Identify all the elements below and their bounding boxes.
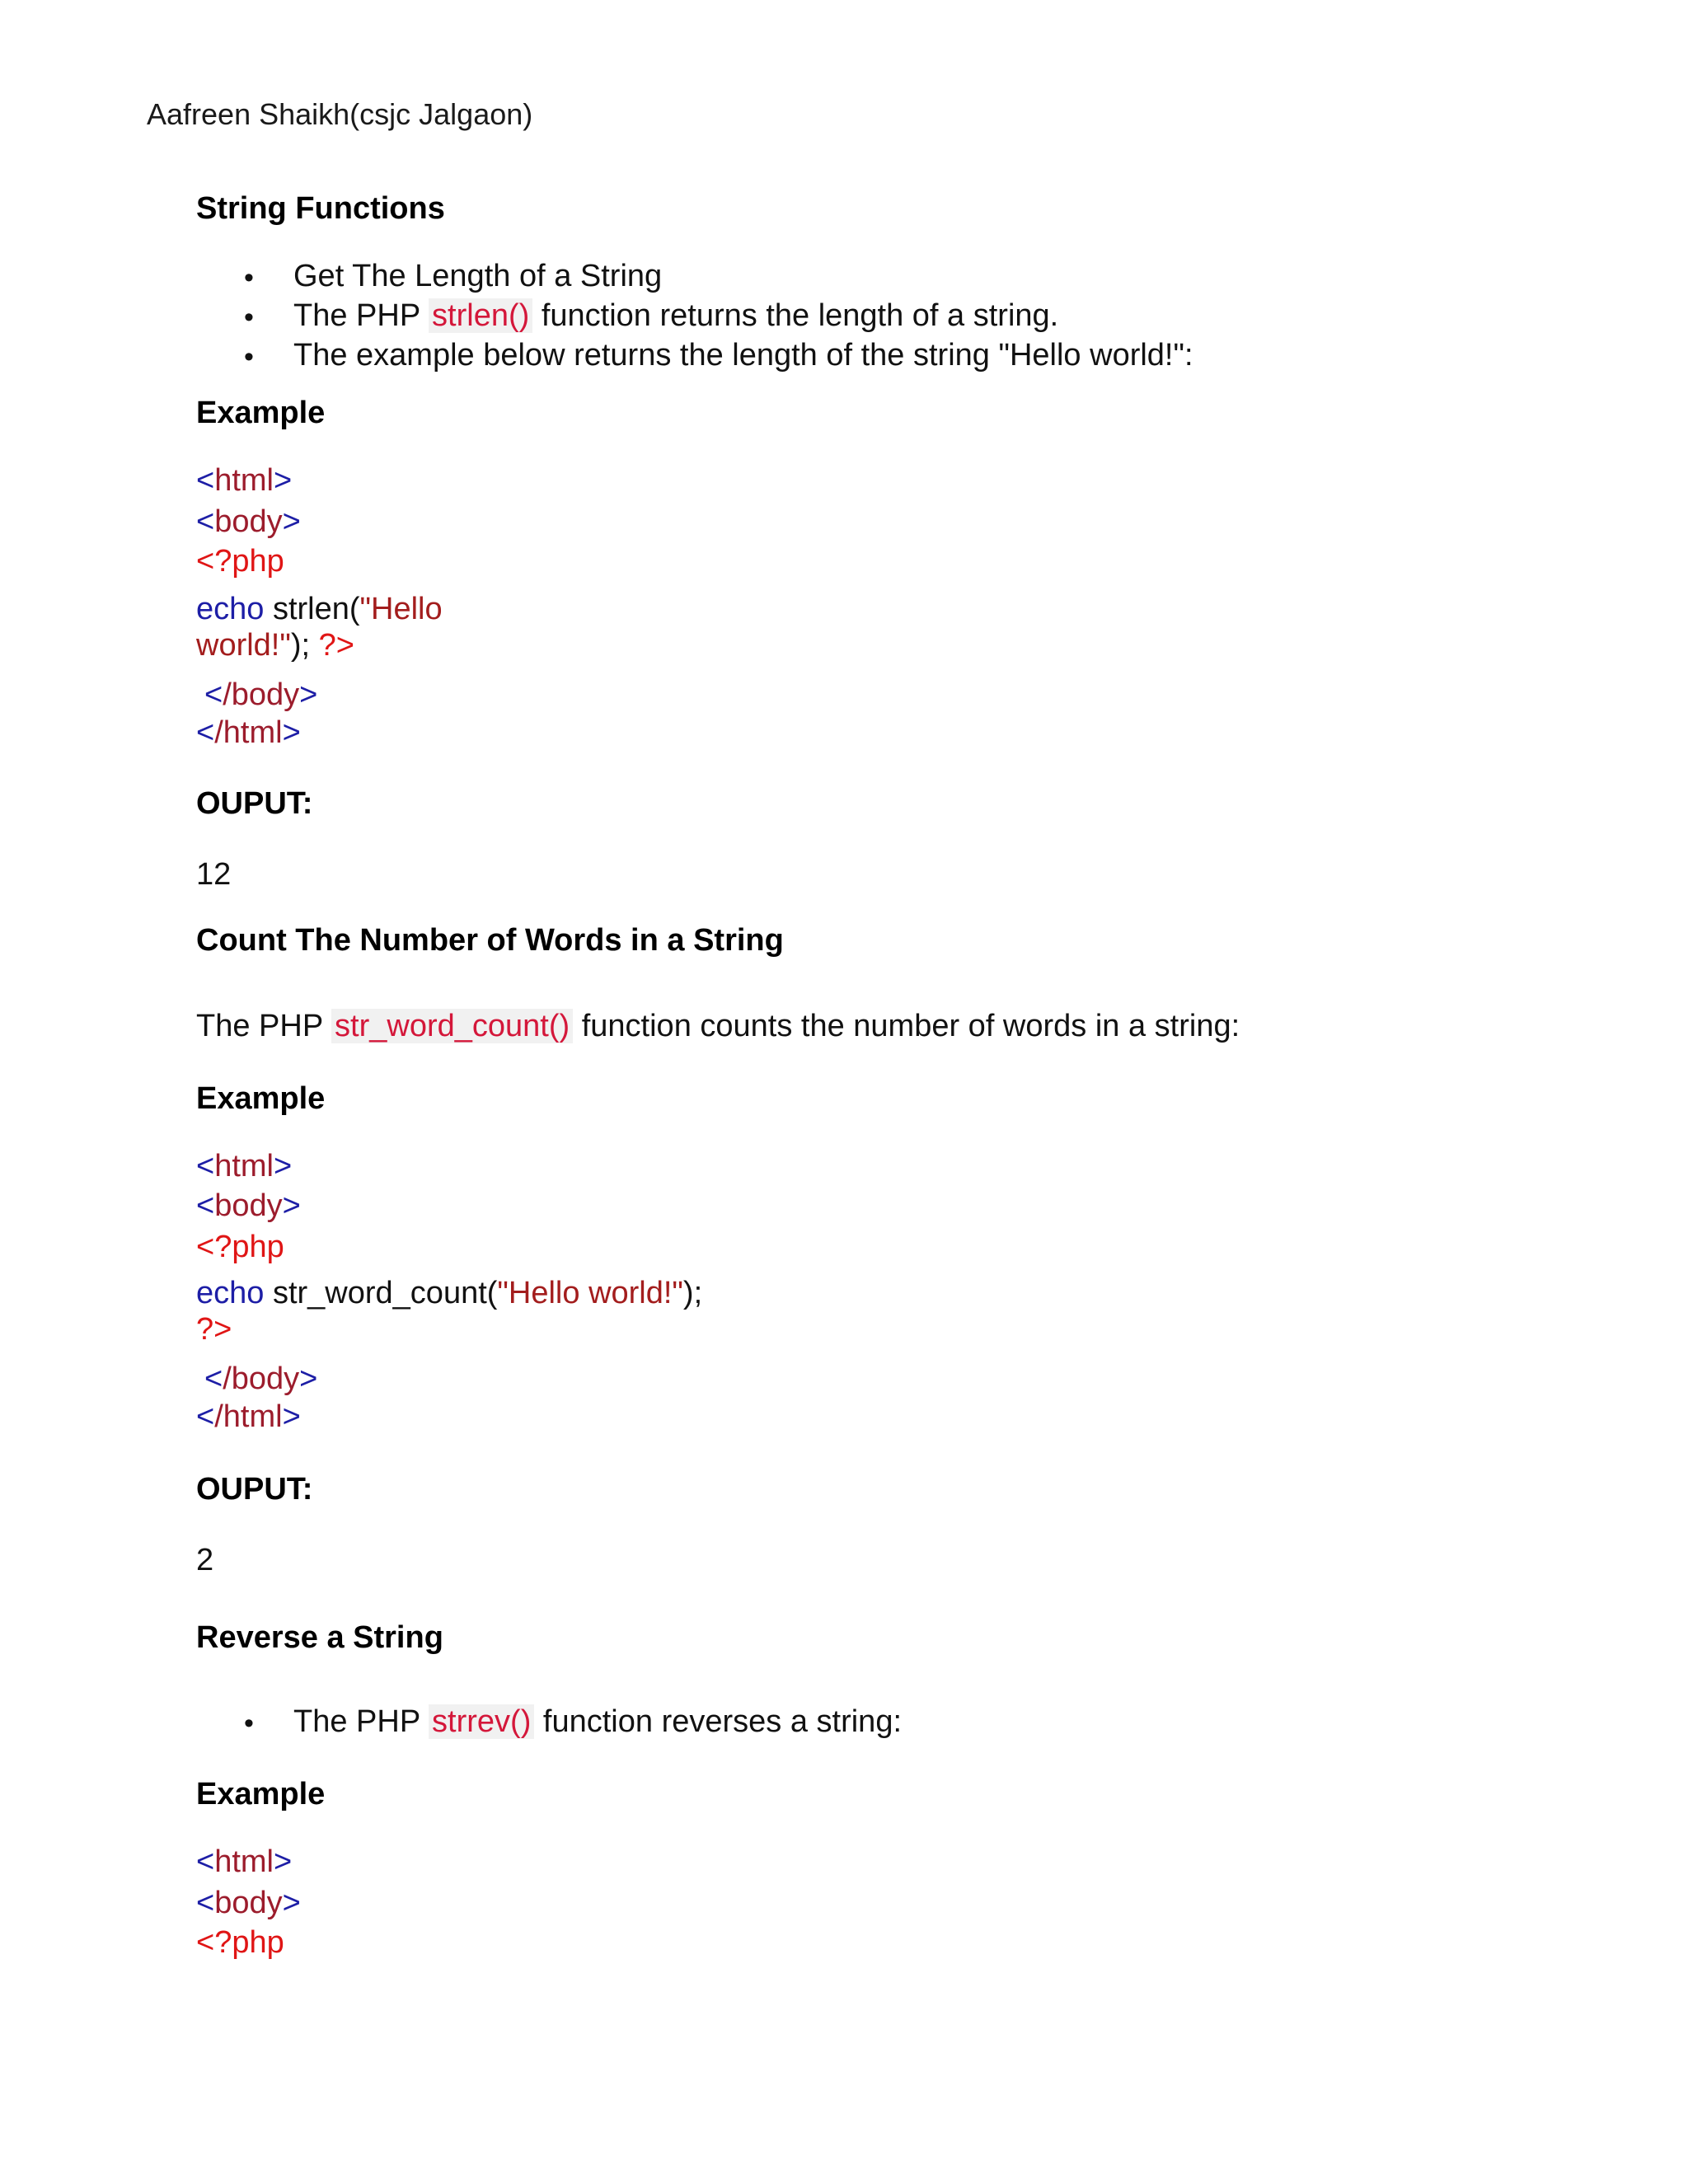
code-line: <body> [196, 1188, 301, 1223]
code-line: <?php [196, 1925, 284, 1960]
bullet-dot: • [244, 341, 254, 373]
code-line: </html> [196, 715, 301, 750]
bullet-dot: • [244, 302, 254, 333]
bullet-item [293, 298, 1058, 334]
code-line: <html> [196, 463, 293, 498]
bullet-text: The PHP [293, 298, 429, 333]
author-header: Aafreen Shaikh(csjc Jalgaon) [147, 97, 533, 131]
function-name-str-word-count: str_word_count() [331, 1009, 573, 1043]
code-line: <body> [196, 1886, 301, 1920]
code-line: <?php [196, 544, 284, 579]
code-line: <html> [196, 1844, 293, 1879]
code-line: world!"); ?> [196, 628, 354, 663]
bullet-text: function returns the length of a string. [532, 298, 1059, 333]
output-value: 12 [196, 857, 232, 892]
example-label: Example [196, 396, 326, 430]
code-line: echo str_word_count("Hello world!"); [196, 1276, 703, 1310]
paragraph: The PHP str_word_count() function counts the number of words in a string: [196, 1009, 1240, 1043]
example-label: Example [196, 1777, 326, 1811]
code-line: </html> [196, 1399, 301, 1434]
code-line: ?> [196, 1312, 232, 1347]
bullet-dot: • [244, 262, 254, 293]
code-line: <html> [196, 1149, 293, 1183]
section-title-string-functions: String Functions [196, 191, 445, 226]
output-label: OUPUT: [196, 1472, 313, 1507]
function-name-strlen: strlen() [429, 298, 532, 333]
code-line: </body> [204, 1361, 318, 1396]
code-line: <body> [196, 504, 301, 539]
code-line: </body> [204, 677, 318, 712]
code-line: <?php [196, 1230, 284, 1264]
bullet-item: The PHP strrev() function reverses a string: [293, 1704, 903, 1739]
bullet-item: The example below returns the length of the string "Hello world!": [293, 338, 1193, 373]
bullet-dot: • [244, 1708, 254, 1739]
output-value: 2 [196, 1543, 214, 1577]
function-name-strrev: strrev() [429, 1704, 534, 1739]
example-label: Example [196, 1081, 326, 1116]
bullet-item: Get The Length of a String [293, 259, 663, 293]
output-label: OUPUT: [196, 786, 313, 821]
section-title-reverse-string: Reverse a String [196, 1620, 443, 1655]
section-title-word-count: Count The Number of Words in a String [196, 923, 784, 958]
code-line: echo strlen("Hello [196, 592, 443, 626]
